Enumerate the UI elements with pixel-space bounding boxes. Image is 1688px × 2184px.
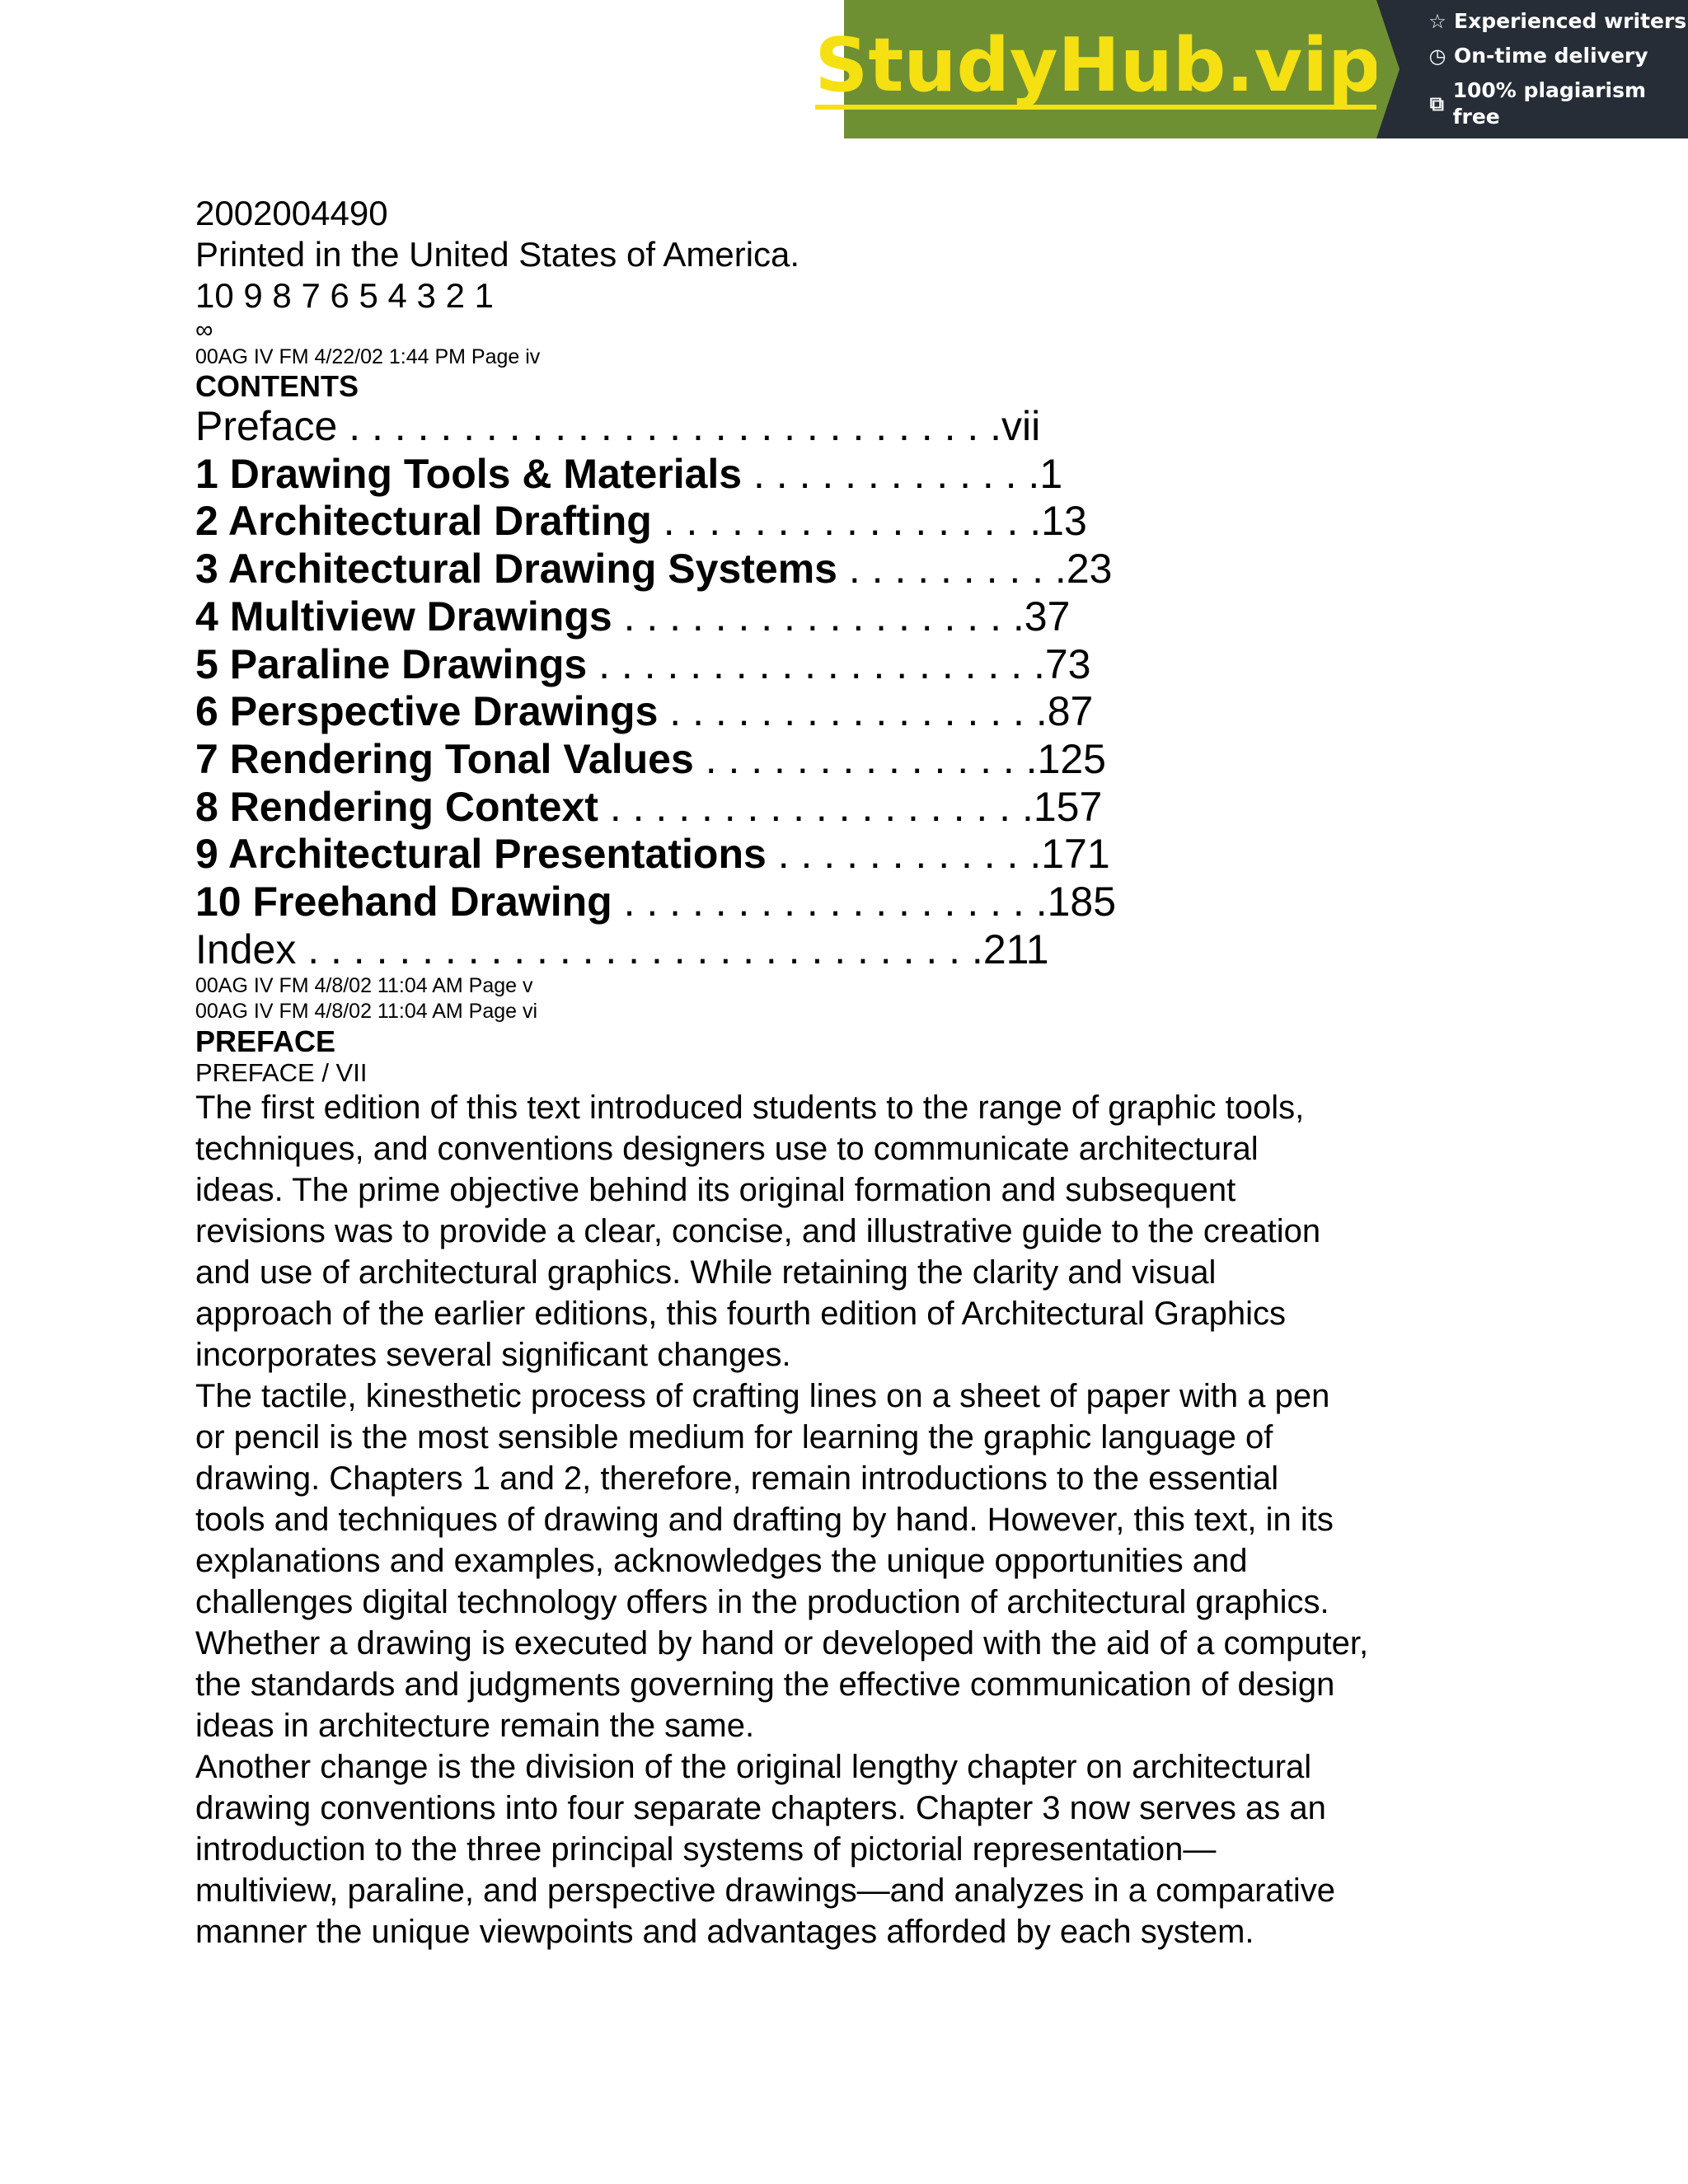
toc-entry-leader: . . . . . . . . . . . . . . .	[693, 735, 1038, 782]
toc-entry-leader: . . . . . . . . . . . . . . . . . . .	[598, 783, 1034, 830]
feature-label: On-time delivery	[1454, 44, 1648, 68]
toc-entry[interactable]	[195, 784, 1514, 832]
feature-list	[1376, 0, 1688, 138]
copyright-block	[195, 193, 1514, 370]
preface-text-line: drawing. Chapters 1 and 2, therefore, remain introductions to the essential	[195, 1460, 1279, 1497]
toc-entry-title: 10 Freehand Drawing	[195, 879, 612, 926]
toc-entry-leader: . . . . . . . . . . . . . . . . . . . . . . . . . . . . . .	[296, 926, 983, 972]
preface-text-line: or pencil is the most sensible medium for learning the graphic language of	[195, 1419, 1273, 1456]
toc-entry-page: 23	[1066, 546, 1113, 593]
toc-entry[interactable]	[195, 546, 1514, 593]
toc-entry-title: 9 Architectural Presentations	[195, 831, 767, 878]
preface-text-line: revisions was to provide a clear, concise, and illustrative guide to the creation	[195, 1213, 1321, 1250]
preface-text-line: and use of architectural graphics. While retaining the clarity and visual	[195, 1254, 1217, 1291]
toc-entry-title: 5 Paraline Drawings	[195, 640, 588, 687]
toc-entry-page: 37	[1024, 593, 1071, 640]
brand-panel	[814, 0, 1381, 138]
star-outline-icon: ☆	[1428, 10, 1447, 33]
toc-entry-title: 3 Architectural Drawing Systems	[195, 546, 837, 593]
toc-entry-leader: . . . . . . . . . . . . . . . . .	[658, 688, 1048, 735]
toc-entry[interactable]	[195, 926, 1514, 974]
preface-text-line: The first edition of this text introduced students to the range of graphic tools,	[195, 1090, 1305, 1127]
toc-entry[interactable]	[195, 498, 1514, 546]
page-footer-iv: 00AG IV FM 4/22/02 1:44 PM Page iv	[195, 345, 541, 368]
toc-entry[interactable]	[195, 831, 1514, 879]
toc-entry[interactable]	[195, 641, 1514, 689]
toc-entry-page: 185	[1047, 879, 1117, 926]
toc-entry-leader: . . . . . . . . . . . . .	[742, 450, 1040, 497]
toc-entry-leader: . . . . . . . . . .	[837, 546, 1067, 593]
preface-text-line: tools and techniques of drawing and drafting by hand. However, this text, in its	[195, 1502, 1334, 1539]
printing-sequence: 10 9 8 7 6 5 4 3 2 1	[195, 276, 494, 315]
toc-entry-leader: . . . . . . . . . . . . . . . . .	[651, 498, 1042, 545]
catalog-number: 2002004490	[195, 194, 388, 232]
document-page	[195, 193, 1514, 1952]
feature-label: Experienced writers	[1454, 9, 1687, 33]
toc-entry-page: 73	[1044, 640, 1091, 687]
preface-text-line: Another change is the division of the original lengthy chapter on architectural	[195, 1749, 1312, 1786]
toc-entry-page: 1	[1039, 450, 1063, 497]
preface-text-line: incorporates several significant changes.	[195, 1337, 791, 1374]
toc-entry-page: vii	[1001, 403, 1041, 449]
toc-entry[interactable]	[195, 403, 1514, 451]
toc-entry-title: Preface	[195, 403, 338, 449]
feature-label: 100% plagiarism free	[1452, 78, 1647, 129]
feature-item	[1426, 77, 1688, 130]
table-of-contents	[195, 403, 1514, 973]
feature-item	[1426, 8, 1688, 35]
toc-entry-leader: . . . . . . . . . . . . . . . . . . .	[612, 879, 1048, 926]
toc-entry-page: 171	[1041, 831, 1110, 878]
preface-text-line: introduction to the three principal systems of pictorial representation—	[195, 1831, 1217, 1868]
toc-entry[interactable]	[195, 688, 1514, 736]
toc-entry-page: 125	[1037, 735, 1106, 782]
preface-text-line: challenges digital technology offers in the production of architectural graphics.	[195, 1584, 1329, 1621]
toc-entry-leader: . . . . . . . . . . . .	[766, 831, 1042, 878]
preface-text-line: multiview, paraline, and perspective drawings—and analyzes in a comparative	[195, 1872, 1335, 1910]
toc-entry-page: 13	[1041, 498, 1087, 545]
printed-in-line: Printed in the United States of America.	[195, 235, 800, 274]
preface-body	[195, 1087, 1514, 1952]
toc-entry-title: 8 Rendering Context	[195, 783, 598, 830]
toc-entry-page: 211	[982, 926, 1049, 972]
preface-text-line: ideas. The prime objective behind its original formation and subsequent	[195, 1172, 1236, 1209]
contents-heading: CONTENTS	[195, 369, 359, 403]
toc-entry-title: 2 Architectural Drafting	[195, 498, 652, 545]
toc-entry[interactable]	[195, 593, 1514, 641]
preface-text-line: Whether a drawing is executed by hand or developed with the aid of a computer,	[195, 1625, 1369, 1662]
preface-text-line: drawing conventions into four separate chapters. Chapter 3 now serves as an	[195, 1790, 1326, 1827]
copy-icon: ⧉	[1429, 92, 1444, 115]
toc-entry-leader: . . . . . . . . . . . . . . . . . . . .	[587, 640, 1045, 687]
toc-entry[interactable]	[195, 879, 1514, 926]
page-footer-vi: 00AG IV FM 4/8/02 11:04 AM Page vi	[195, 1000, 538, 1024]
infinity-symbol: ∞	[195, 316, 213, 344]
toc-entry-title: Index	[195, 926, 297, 972]
promo-banner[interactable]	[814, 0, 1688, 138]
toc-entry-title: 4 Multiview Drawings	[195, 593, 612, 640]
feature-item	[1426, 43, 1688, 69]
toc-entry-leader: . . . . . . . . . . . . . . . . . .	[612, 593, 1025, 640]
toc-entry[interactable]	[195, 736, 1514, 784]
toc-entry-page: 157	[1033, 783, 1103, 830]
clock-icon: ◷	[1428, 45, 1447, 68]
toc-entry-page: 87	[1047, 688, 1094, 735]
preface-running-head: PREFACE / VII	[195, 1058, 368, 1088]
preface-text-line: the standards and judgments governing the effective communication of design	[195, 1666, 1335, 1704]
toc-entry[interactable]	[195, 451, 1514, 499]
brand-logo: StudyHub.vip	[814, 22, 1381, 109]
preface-text-line: ideas in architecture remain the same.	[195, 1708, 755, 1745]
page-footer-v: 00AG IV FM 4/8/02 11:04 AM Page v	[195, 974, 533, 998]
preface-text-line: techniques, and conventions designers use to communicate architectural	[195, 1131, 1259, 1168]
preface-heading: PREFACE	[195, 1024, 336, 1059]
toc-entry-title: 7 Rendering Tonal Values	[195, 735, 694, 782]
toc-entry-leader: . . . . . . . . . . . . . . . . . . . . . . . . . . . . .	[337, 403, 1002, 449]
preface-text-line: approach of the earlier editions, this fourth edition of Architectural Graphics	[195, 1296, 1286, 1333]
toc-entry-title: 6 Perspective Drawings	[195, 688, 659, 735]
preface-text-line: The tactile, kinesthetic process of crafting lines on a sheet of paper with a pen	[195, 1378, 1330, 1415]
preface-text-line: manner the unique viewpoints and advantages afforded by each system.	[195, 1914, 1254, 1951]
toc-entry-title: 1 Drawing Tools & Materials	[195, 450, 743, 497]
preface-text-line: explanations and examples, acknowledges the unique opportunities and	[195, 1543, 1248, 1580]
